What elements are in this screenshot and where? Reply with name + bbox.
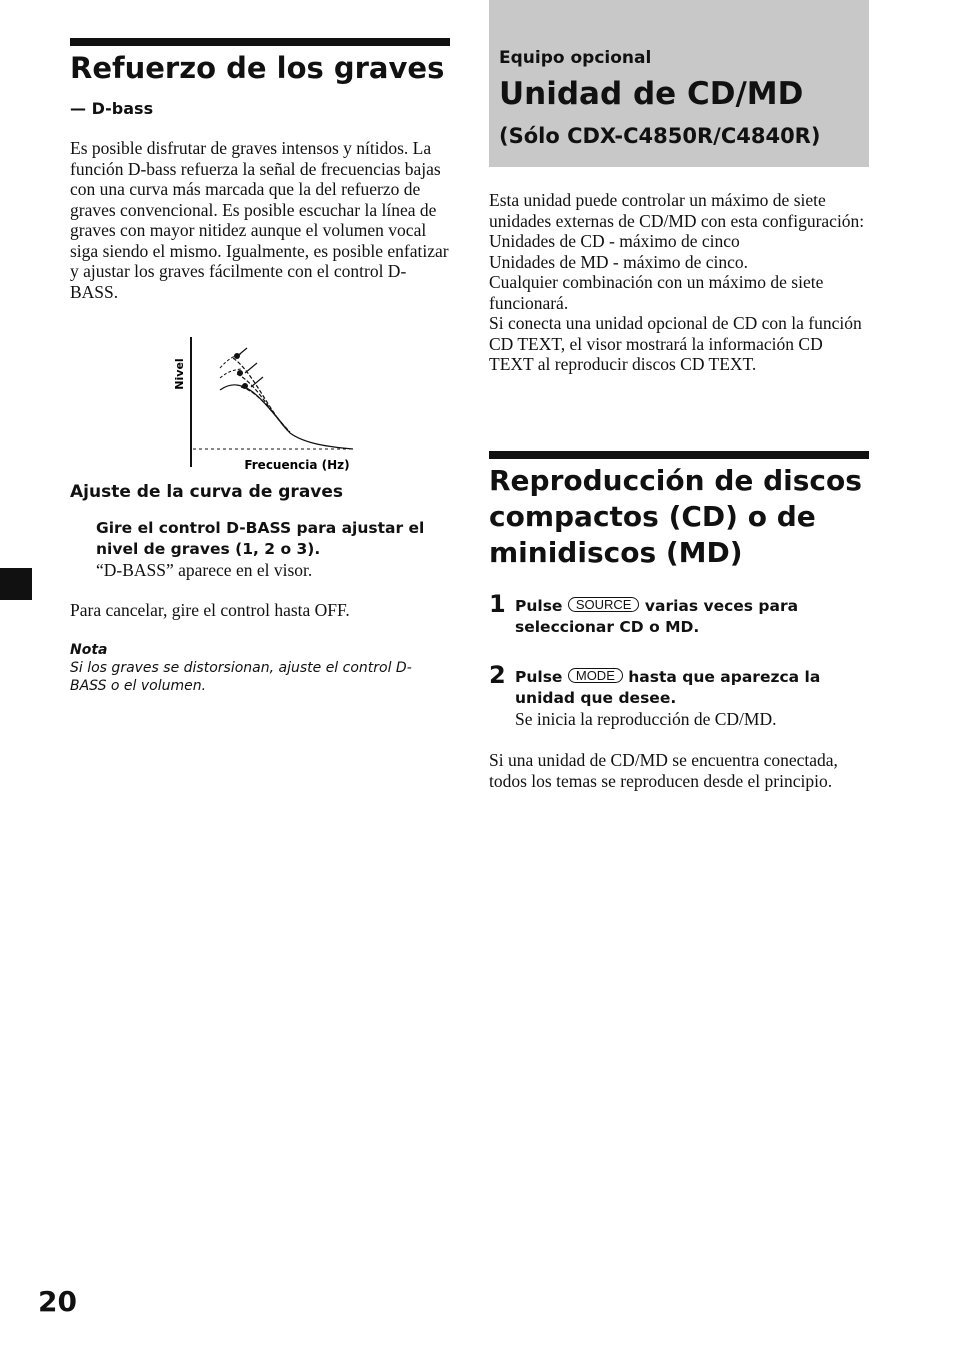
section-heading-curve: Ajuste de la curva de graves xyxy=(70,482,344,502)
step-2-pre: Pulse xyxy=(515,668,563,686)
right-title-rule xyxy=(489,451,869,459)
cdmd-para-3: Unidades de MD - máximo de cinco. xyxy=(489,251,749,272)
marker-level-2 xyxy=(237,370,243,376)
cancel-text: Para cancelar, gire el control hasta OFF. xyxy=(70,600,350,620)
section-title-right: Reproducción de discos compactos (CD) o de minidiscos (MD) xyxy=(489,464,862,569)
graph-ylabel: Nivel xyxy=(173,358,186,390)
note-text: Si los graves se distorsionan, ajuste el control D-BASS o el volumen. xyxy=(70,660,412,694)
instruction-result: “D-BASS” aparece en el visor. xyxy=(96,560,313,580)
intro-paragraph: Es posible disfrutar de graves intensos y nítidos. La función D-bass refuerza la señal de frecuencias bajas con una curva más marcada que la del refuerzo de graves convencional. Es posible escuchar la línea de graves con mayor nitidez aunque el volumen vocal siga siendo el mismo. Igualmente, es posible enfatizar y ajustar los graves fácilmente con el control D-BASS. xyxy=(70,138,449,302)
cdmd-para-1: Esta unidad puede controlar un máximo de siete unidades externas de CD/MD con esta configuración: xyxy=(489,190,865,231)
knob-mark-2 xyxy=(245,363,257,373)
box-title: Unidad de CD/MD xyxy=(499,76,804,112)
source-button[interactable]: SOURCE xyxy=(568,597,640,612)
curve-normal xyxy=(220,385,353,449)
step-2-text xyxy=(515,667,855,709)
optional-equipment-box xyxy=(489,0,869,167)
box-label: Equipo opcional xyxy=(499,48,652,68)
step-1-text xyxy=(515,596,855,638)
graph-xlabel: Frecuencia (Hz) xyxy=(244,458,350,472)
bass-curve-graph xyxy=(165,332,365,472)
cdmd-para-2: Unidades de CD - máximo de cinco xyxy=(489,231,740,251)
mode-button[interactable]: MODE xyxy=(568,668,623,683)
step-1-pre: Pulse xyxy=(515,597,563,615)
subtitle: — D-bass xyxy=(70,99,154,118)
chapter-tab xyxy=(0,568,32,600)
step-2-post: hasta que aparezca la unidad que desee. xyxy=(515,668,821,707)
page-title-left: Refuerzo de los graves xyxy=(70,51,445,85)
left-title-rule xyxy=(70,38,450,46)
instruction-text: Gire el control D-BASS para ajustar el nivel de graves (1, 2 o 3). xyxy=(96,519,425,558)
closing-paragraph: Si una unidad de CD/MD se encuentra conectada, todos los temas se reproducen desde el principio. xyxy=(489,750,838,791)
marker-level-1 xyxy=(242,383,248,389)
curve-level-3 xyxy=(233,358,288,431)
step-1-post: varias veces para seleccionar CD o MD. xyxy=(515,597,799,636)
cdmd-intro xyxy=(489,190,871,375)
step-2-number: 2 xyxy=(489,661,506,689)
knob-mark-3 xyxy=(235,348,247,358)
step-2-result: Se inicia la reproducción de CD/MD. xyxy=(515,709,777,729)
page-number: 20 xyxy=(38,1285,77,1318)
note-label: Nota xyxy=(70,642,108,658)
box-subtitle: (Sólo CDX-C4850R/C4840R) xyxy=(499,124,821,148)
step-1-number: 1 xyxy=(489,590,506,618)
cdmd-para-5: Si conecta una unidad opcional de CD con la función CD TEXT, el visor mostrará la información CD TEXT al reproducir discos CD TEXT. xyxy=(489,313,862,374)
cdmd-para-4: Cualquier combinación con un máximo de siete funcionará. xyxy=(489,272,824,313)
